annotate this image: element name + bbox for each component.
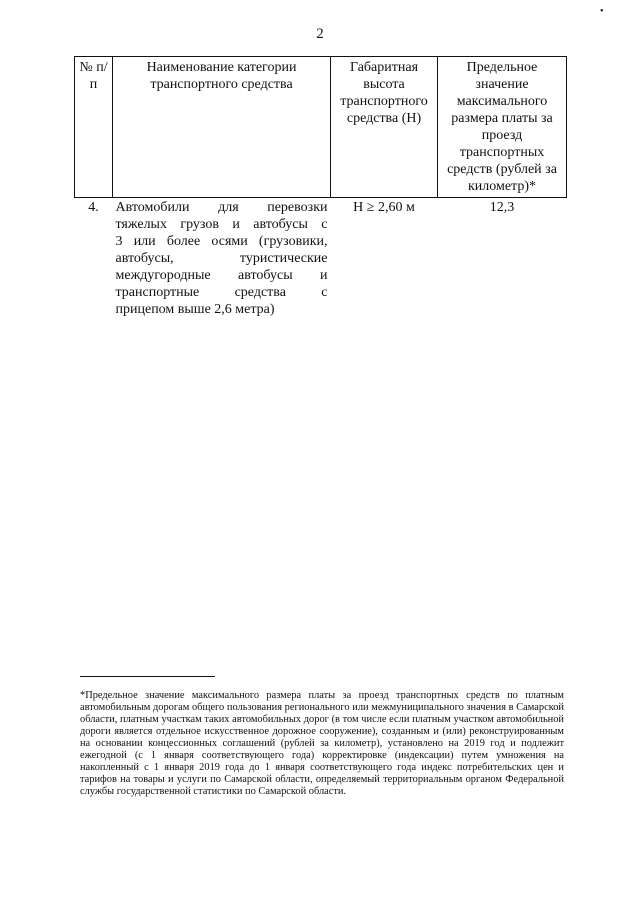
row-category bbox=[113, 198, 331, 320]
header-height: Габаритная высота транспортного средства (Н) bbox=[331, 57, 438, 198]
category-line: тяжелых грузов и автобусы с bbox=[115, 217, 328, 232]
category-line: прицепом выше 2,6 метра) bbox=[115, 302, 275, 317]
row-height: Н ≥ 2,60 м bbox=[353, 200, 415, 215]
table-row bbox=[75, 198, 567, 320]
category-line: автобусы, туристические bbox=[115, 251, 328, 266]
page-number: 2 bbox=[316, 26, 324, 42]
header-category: Наименование категории транспортного средства bbox=[113, 57, 331, 198]
footnote-divider bbox=[80, 676, 215, 677]
category-line: Автомобили для перевозки bbox=[115, 200, 328, 215]
table-header-row bbox=[75, 57, 567, 198]
row-price: 12,3 bbox=[489, 200, 515, 215]
corner-mark: • bbox=[600, 6, 604, 17]
row-number: 4. bbox=[88, 200, 99, 215]
tariff-table bbox=[74, 56, 567, 319]
category-line: 3 или более осями (грузовики, bbox=[115, 234, 328, 249]
footnote: *Предельное значение максимального размера платы за проезд транспортных средств по платным автомобильным дорогам общего пользования регионального или межмуниципального значения в Самарской области, платным участкам таких автомобильных дорог (в том числе если платным участком автомобильной дороги является отдельное искусственное дорожное сооружение), созданным и (или) реконструированным на основании концессионных соглашений (рублей за километр), установлено на 2019 год и подлежит ежегодной (с 1 января соответствующего года) корректировке (индексации) путем умножения на накопленный с 1 января 2019 года до 1 января соответствующего года индекс потребительских цен и тарифов на товары и услуги по Самарской области, определяемый территориальным органом Федеральной службы государственной статистики по Самарской области. bbox=[80, 690, 564, 797]
category-line: транспортные средства с bbox=[115, 285, 328, 300]
category-line: междугородные автобусы и bbox=[115, 268, 328, 283]
header-number: № п/п bbox=[75, 57, 113, 198]
header-max-fee: Предельное значение максимального размера платы за проезд транспортных средств (рублей за километр)* bbox=[438, 57, 567, 198]
